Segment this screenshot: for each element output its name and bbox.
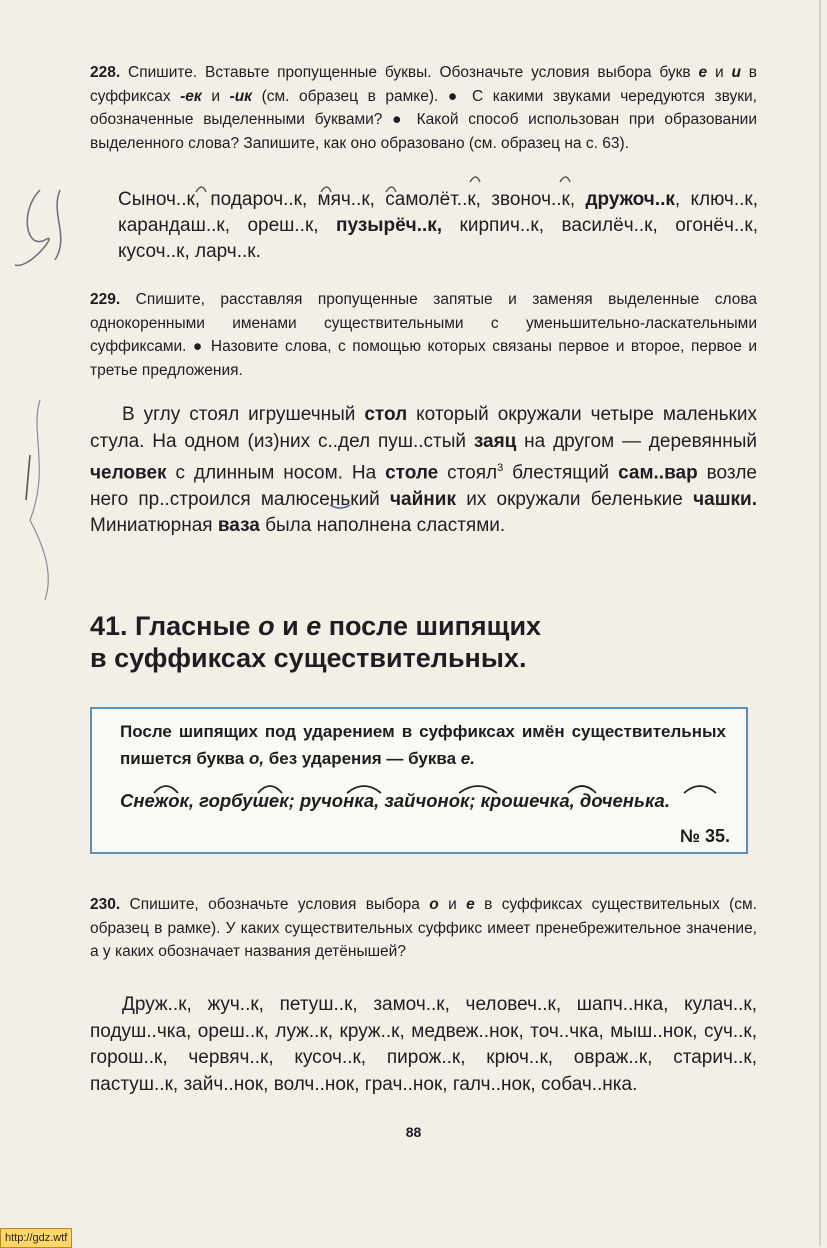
exercise-230-words: Друж..к, жуч..к, петуш..к, замоч..к, человеч..к, шапч..нка, кулач..к, подуш..чка, ореш..к, луж..к, круж..к, медвеж..нок, точ..чка, мыш..нок, суч..к, горош..к, червяч..к, кусоч..к, пирож..к, крюч..к, овраж..к, старич..к, пастуш..к, зайч..нок, волч..нок, грач..нок, галч..нок, собач..нка. [90, 994, 757, 1095]
rule-box [90, 707, 748, 854]
exercise-228-instructions: 228. Спишите. Вставьте пропущенные буквы. Обозначьте условия выбора букв е и и в суффиксах -ек и -ик (см. образец в рамке). ● С какими звуками чередуются звуки, обозначенные выделенными буквами? ● Какой способ использован при образовании выделенного слова? Запишите, как оно образовано (см. образец на с. 63). [90, 64, 757, 152]
exercise-number: 229. [90, 291, 121, 308]
exercise-230-instructions: 230. Спишите, обозначьте условия выбора о и е в суффиксах существительных (см. образец в рамке). У каких существительных суффикс имеет пренебрежительное значение, а у каких обозначает названия детёнышей? [90, 896, 757, 960]
exercise-229-text: В углу стоял игрушечный стол который окружали четыре маленьких стула. На одном (из)них с..дел пуш..стый заяц на другом — деревянный человек с длинным носом. На столе стоял$^3$ блестящий сам..вар возле него пр..строился малюсенький чайник их окружали беленькие чашки. Миниатюрная ваза была наполнена сластями. [90, 404, 758, 537]
exercise-number: 230. [90, 896, 121, 913]
exercise-number: 228. [90, 64, 121, 81]
rule-reference: № 35. [679, 826, 730, 846]
rule-examples: Снежок, горбушек; ручонка, зайчонок; крошечка, доченька. [120, 790, 670, 811]
rule-text: После шипящих под ударением в суффиксах имён существительных пишется буква о, без ударения — буква е. [120, 722, 726, 768]
section-heading: 41. Гласные о и е после шипящих в суффиксах существительных. [90, 611, 542, 673]
page-edge [819, 0, 821, 1246]
exercise-229-instructions: 229. Спишите, расставляя пропущенные запятые и заменяя выделенные слова однокоренными именами существительными с уменьшительно-ласкательными суффиксами. ● Назовите слова, с помощью которых связаны первое и второе, первое и третье предложения. [90, 291, 757, 379]
page-number: 88 [405, 1124, 422, 1140]
site-badge[interactable]: http://gdz.wtf [0, 1228, 72, 1248]
exercise-228-words: Сыноч..к, подароч..к, мяч..к, самолёт..к, звоноч..к, дружоч..к, ключ..к, карандаш..к, ореш..к, пузырёч..к, кирпич..к, василёч..к, огонёч..к, кусоч..к, ларч..к. [118, 189, 758, 262]
